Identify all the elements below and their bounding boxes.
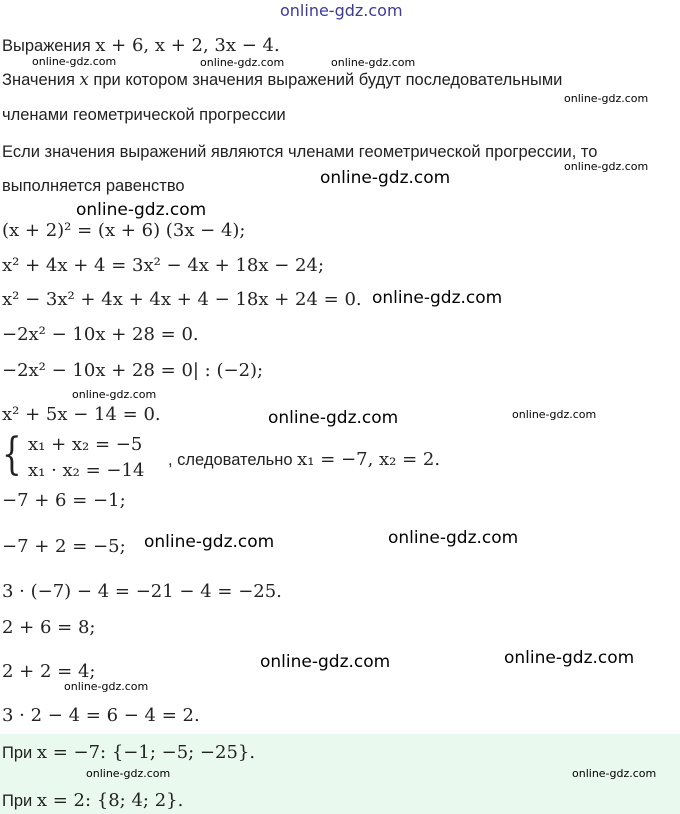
answer-1-math: x = −7: {−1; −5; −25}.	[36, 742, 256, 763]
system-brace: {	[2, 429, 22, 480]
intro-line-4: Если значения выражений являются членами геометрической прогрессии, то	[2, 143, 598, 161]
watermark: online-gdz.com	[64, 680, 149, 693]
check-5: 2 + 2 = 4;	[2, 661, 96, 682]
watermark: online-gdz.com	[72, 388, 157, 401]
watermark: online-gdz.com	[32, 55, 117, 68]
answer-2-label: При	[2, 792, 37, 810]
check-3: 3 · (−7) − 4 = −21 − 4 = −25.	[2, 581, 282, 602]
intro-text: Выражения	[2, 37, 96, 55]
watermark: online-gdz.com	[331, 56, 416, 69]
step-5: −2x² − 10x + 28 = 0| : (−2);	[2, 360, 264, 381]
watermark: online-gdz.com	[388, 528, 519, 548]
intro-expressions: x + 6, x + 2, 3x − 4.	[95, 35, 280, 56]
step-6: x² + 5x − 14 = 0.	[2, 404, 161, 425]
watermark: online-gdz.com	[512, 408, 597, 421]
step-1: (x + 2)² = (x + 6) (3x − 4);	[2, 220, 246, 241]
system-eq-2: x₁ · x₂ = −14	[28, 460, 145, 481]
system-conclusion	[168, 450, 440, 470]
intro-line-2	[2, 70, 562, 90]
step-4: −2x² − 10x + 28 = 0.	[2, 324, 199, 345]
check-4: 2 + 6 = 8;	[2, 617, 96, 638]
intro-line-2-b: при котором значения выражений будут последовательными	[88, 71, 563, 89]
intro-var: x	[79, 70, 89, 89]
intro-line-5: выполняется равенство	[2, 177, 185, 195]
watermark: online-gdz.com	[372, 288, 503, 308]
answer-1	[2, 743, 255, 763]
conclusion-roots: x₁ = −7, x₂ = 2.	[297, 449, 441, 470]
watermark: online-gdz.com	[564, 92, 649, 105]
site-watermark-top: online-gdz.com	[280, 1, 403, 20]
answer-2	[2, 791, 183, 811]
answer-2-math: x = 2: {8; 4; 2}.	[36, 790, 184, 811]
intro-line-2-a: Значения	[2, 71, 80, 89]
watermark: online-gdz.com	[564, 160, 649, 173]
watermark: online-gdz.com	[572, 767, 657, 780]
watermark: online-gdz.com	[260, 652, 391, 672]
intro-line-3: членами геометрической прогрессии	[2, 106, 286, 124]
watermark: online-gdz.com	[320, 168, 451, 188]
answer-1-label: При	[2, 744, 37, 762]
system-eq-1: x₁ + x₂ = −5	[28, 434, 143, 455]
check-1: −7 + 6 = −1;	[2, 490, 126, 511]
watermark: online-gdz.com	[200, 56, 285, 69]
step-3: x² − 3x² + 4x + 4x + 4 − 18x + 24 = 0.	[2, 289, 362, 310]
step-2: x² + 4x + 4 = 3x² − 4x + 18x − 24;	[2, 255, 325, 276]
watermark: online-gdz.com	[144, 532, 275, 552]
check-6: 3 · 2 − 4 = 6 − 4 = 2.	[2, 705, 200, 726]
watermark: online-gdz.com	[76, 200, 207, 220]
watermark: online-gdz.com	[504, 648, 635, 668]
check-2: −7 + 2 = −5;	[2, 536, 126, 557]
conclusion-text: , следовательно	[168, 451, 298, 469]
watermark: online-gdz.com	[268, 408, 399, 428]
watermark: online-gdz.com	[86, 767, 171, 780]
